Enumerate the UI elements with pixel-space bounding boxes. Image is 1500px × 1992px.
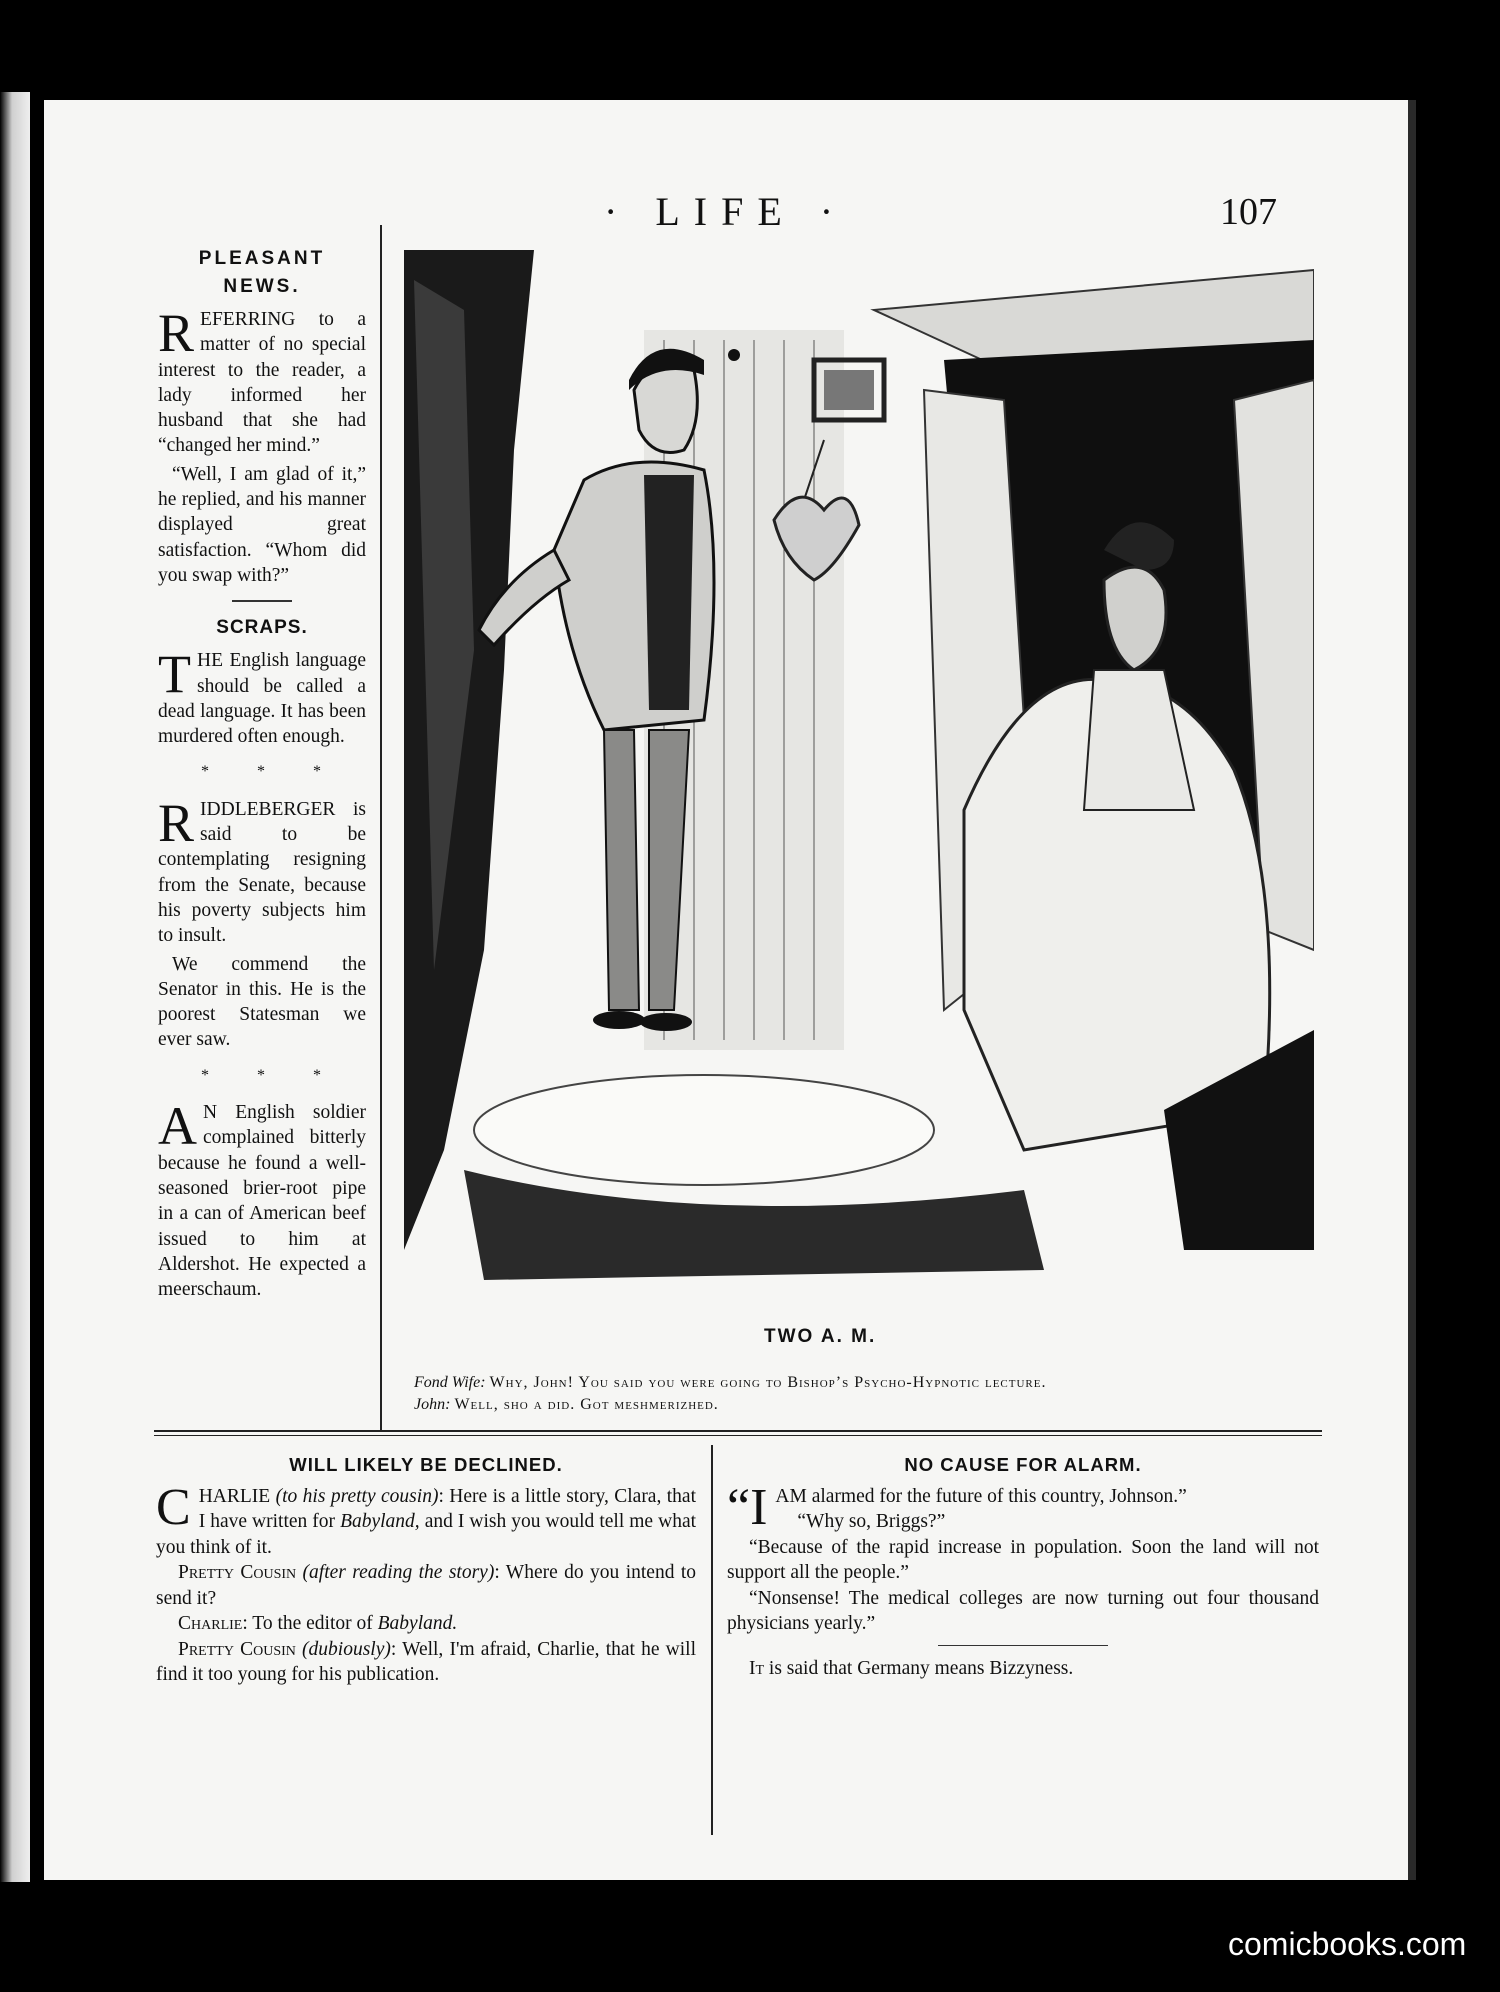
- sidebar-paragraph: [158, 644, 366, 749]
- caption-speaker: Fond Wife:: [414, 1374, 486, 1391]
- article-paragraph: [156, 1560, 696, 1611]
- page-number: 107: [1220, 191, 1277, 233]
- illustration-caption: [414, 1372, 1314, 1416]
- dialogue-text: : To the editor of: [242, 1613, 373, 1634]
- article-will-likely-be-declined: [156, 1452, 696, 1688]
- publication-title: Babyland,: [340, 1511, 420, 1532]
- article-paragraph: “Why so, Briggs?”: [797, 1511, 946, 1532]
- drop-cap: “I: [727, 1478, 768, 1536]
- dialogue-text: : Here is a little story, Clara, that I have written for: [198, 1485, 696, 1532]
- publication-title: Babyland.: [377, 1613, 458, 1634]
- dialogue-text: : Well, I'm afraid, Charlie, that he will find it too young for his publication.: [156, 1638, 696, 1685]
- sidebar-paragraph: [158, 792, 366, 949]
- speaker-name: Pretty Cousin: [178, 1562, 297, 1583]
- stage-direction: (dubiously): [302, 1638, 391, 1660]
- sidebar-paragraph: “Well, I am glad of it,” he replied, and his manner displayed great satisfaction. “Whom did you swap with?”: [158, 463, 366, 586]
- dialogue-text: : Where do you intend to send it?: [156, 1562, 697, 1609]
- drop-cap: T: [158, 644, 191, 705]
- article-paragraph: [156, 1611, 696, 1637]
- article-heading: WILL LIKELY BE DECLINED.: [289, 1454, 563, 1475]
- speaker-name: Charlie: [178, 1613, 243, 1634]
- magazine-page: [44, 100, 1416, 1880]
- caption-line: [414, 1394, 1314, 1416]
- stage-direction: (to his pretty cousin): [275, 1485, 439, 1507]
- horizontal-rule: [154, 1435, 1322, 1436]
- two-am-illustration: [404, 250, 1314, 1300]
- caption-text: Why, John! You said you were going to Bishop’s Psycho-Hypnotic lecture.: [489, 1374, 1047, 1391]
- caption-speaker: John:: [414, 1396, 451, 1413]
- article-paragraph: [156, 1637, 696, 1688]
- article-heading: NO CAUSE FOR ALARM.: [904, 1454, 1142, 1475]
- joke-text: is said that Germany means Bizzyness.: [768, 1657, 1074, 1679]
- stage-direction: (after reading the story): [302, 1562, 495, 1583]
- section-rule: [232, 600, 292, 602]
- horizontal-rule: [154, 1430, 1322, 1432]
- article-no-cause-for-alarm: [727, 1452, 1319, 1681]
- article-paragraph: “Nonsense! The medical colleges are now turning out four thousand physicians yearly.”: [727, 1587, 1319, 1634]
- article-paragraph: “Because of the rapid increase in population. Soon the land will not support all the people.”: [727, 1536, 1319, 1583]
- article-paragraph: [727, 1656, 1319, 1682]
- column-divider: [380, 225, 382, 1430]
- speaker-name: HARLIE: [198, 1485, 271, 1507]
- sidebar-column: [158, 245, 366, 1305]
- section-stars: * * *: [201, 763, 343, 781]
- heading-scraps: SCRAPS.: [216, 617, 308, 639]
- previous-page-edge: [0, 92, 30, 1882]
- paragraph-text: IDDLEBERGER is said to be contemplating resigning from the Senate, because his poverty subjects him to insult.: [158, 798, 366, 947]
- drop-cap: A: [158, 1096, 197, 1157]
- speaker-name: Pretty Cousin: [178, 1638, 296, 1660]
- sidebar-paragraph: [158, 303, 366, 459]
- dialogue-text: and I wish you would tell me what you think of it.: [156, 1511, 697, 1558]
- caption-line: [414, 1372, 1314, 1394]
- sidebar-paragraph: We commend the Senator in this. He is the poorest Statesman we ever saw.: [158, 953, 366, 1051]
- masthead: · LIFE ·: [604, 189, 848, 234]
- section-stars: * * *: [201, 1066, 343, 1084]
- heading-pleasant-news: PLEASANT NEWS.: [198, 248, 326, 297]
- dialogue-text: AM alarmed for the future of this country, Johnson.”: [775, 1485, 1187, 1507]
- lead-word: It: [749, 1657, 765, 1679]
- drop-cap: C: [156, 1478, 191, 1536]
- bottom-column-divider: [711, 1445, 713, 1835]
- drop-cap: R: [158, 303, 195, 363]
- sidebar-paragraph: [158, 1096, 366, 1302]
- paragraph-text: N English soldier complained bitterly because he found a well-seasoned brier-root pipe in a can of American beef issued to him at Aldershot. He expected a meerschaum.: [158, 1102, 366, 1301]
- paragraph-text: HE English language should be called a dead language. It has been murdered often enough.: [158, 650, 366, 748]
- article-paragraph: [156, 1478, 697, 1561]
- illustration-title: TWO A. M.: [764, 1326, 877, 1347]
- paragraph-text: EFERRING to a matter of no special interest to the reader, a lady informed her husband that she had “changed her mind.”: [158, 309, 366, 457]
- caption-text: Well, sho a did. Got meshmerizhed.: [454, 1396, 719, 1413]
- section-rule: [938, 1645, 1108, 1646]
- drop-cap: R: [158, 792, 195, 853]
- watermark: comicbooks.com: [1228, 1926, 1467, 1962]
